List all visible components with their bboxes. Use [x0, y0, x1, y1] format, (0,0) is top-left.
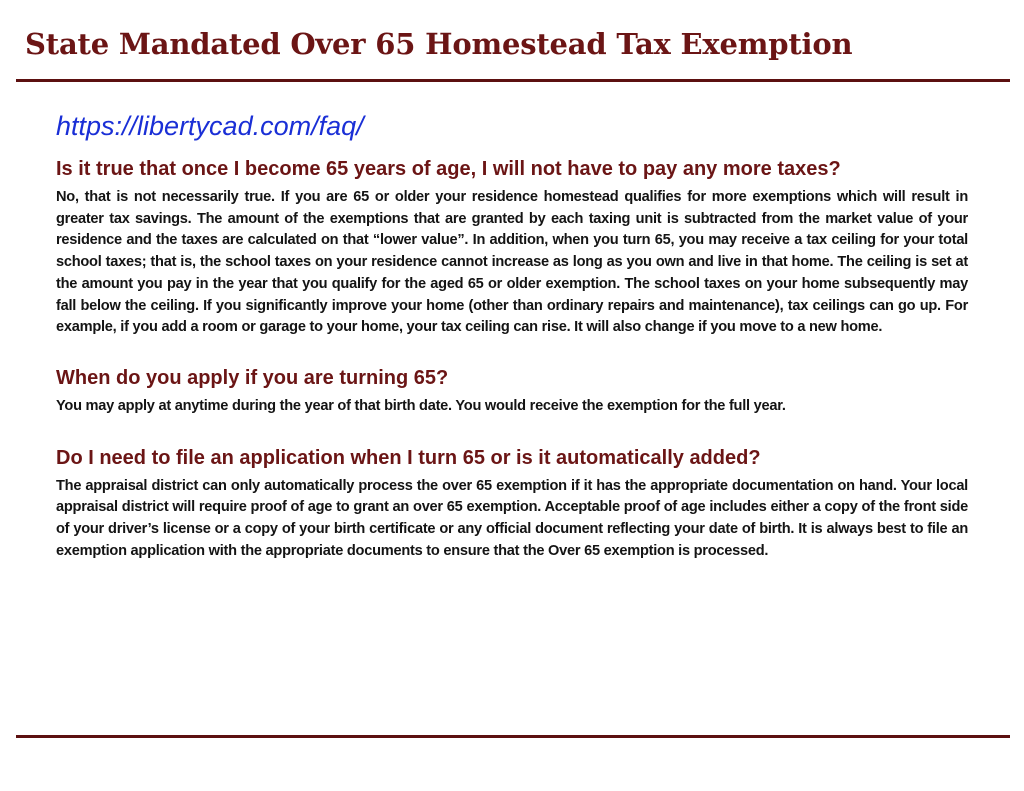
- footer-divider: [16, 735, 1010, 738]
- faq-item-when-apply: [56, 365, 968, 418]
- faq-content: [56, 108, 968, 562]
- faq-item-file-application: [56, 445, 968, 563]
- faq-answer: You may apply at anytime during the year of that birth date. You would receive the exemption for the full year.: [56, 397, 786, 414]
- page-title: State Mandated Over 65 Homestead Tax Exemption: [25, 27, 853, 61]
- faq-question: Do I need to file an application when I turn 65 or is it automatically added?: [56, 446, 761, 469]
- faq-question: When do you apply if you are turning 65?: [56, 366, 449, 389]
- title-divider: [16, 79, 1010, 82]
- source-link[interactable]: https://libertycad.com/faq/: [56, 111, 364, 141]
- faq-question: Is it true that once I become 65 years of age, I will not have to pay any more taxes?: [56, 158, 841, 180]
- faq-item-taxes: [56, 156, 968, 339]
- faq-answer: No, that is not necessarily true. If you are 65 or older your residence homestead qualifies for more exemptions which will result in greater tax savings. The amount of the exemptions that are granted by each taxing unit is subtracted from the market value of your residence and the taxes are calculated on that “lower value”. In addition, when you turn 65, you may receive a tax ceiling for your total school taxes; that is, the school taxes on your residence cannot increase as long as you own and live in that home. The ceiling is set at the amount you pay in the year that you qualify for the aged 65 or older exemption. The school taxes on your home subsequently may fall below the ceiling. If you significantly improve your home (other than ordinary repairs and maintenance), tax ceilings can go up. For example, if you add a room or garage to your home, your tax ceiling can rise. It will also change if you move to a new home.: [56, 189, 968, 336]
- faq-answer: The appraisal district can only automatically process the over 65 exemption if it has the appropriate documentation on hand. Your local appraisal district will require proof of age to grant an over 65 exemption. Acceptable proof of age includes either a copy of the front side of your driver’s license or a copy of your birth certificate or any official document reflecting your date of birth. It is always best to file an exemption application with the appropriate documents to ensure that the Over 65 exemption is processed.: [56, 477, 968, 559]
